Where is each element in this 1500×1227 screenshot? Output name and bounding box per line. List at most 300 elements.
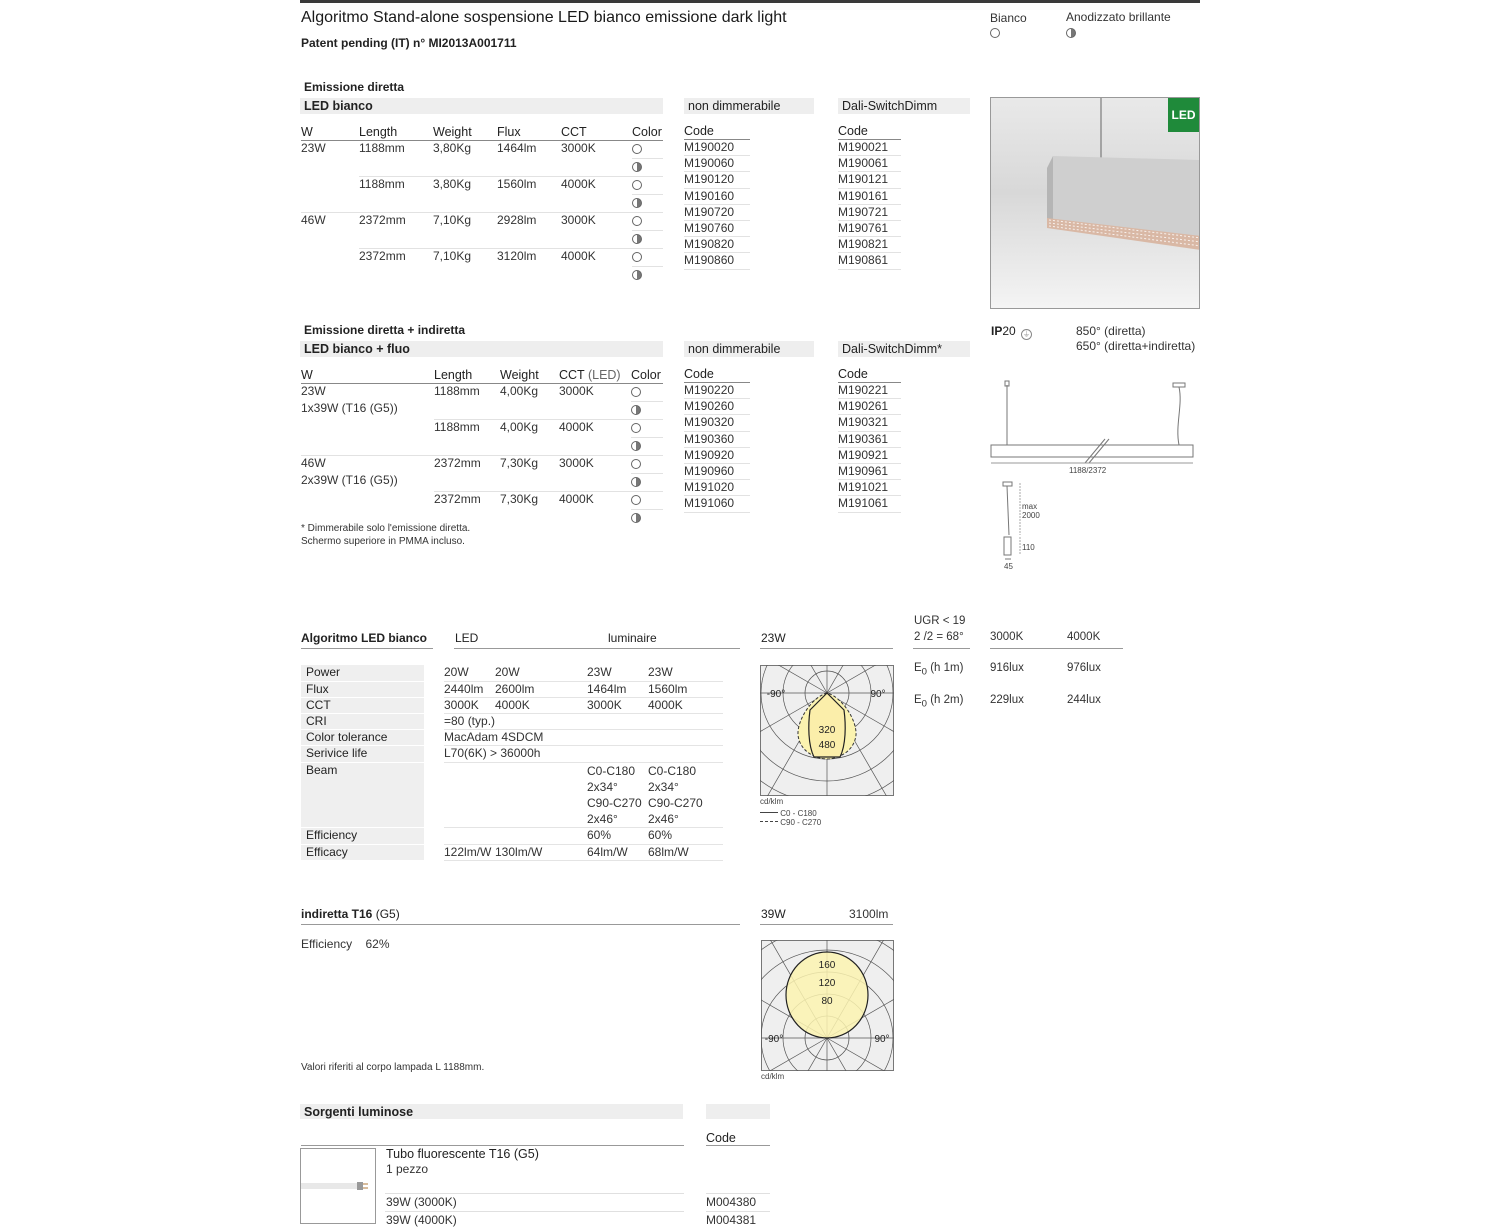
source-item-title: Tubo fluorescente T16 (G5) xyxy=(386,1147,539,1161)
anodized-swatch-icon xyxy=(632,234,642,244)
ring-label-320: 320 xyxy=(818,725,836,736)
row-value: 23W xyxy=(587,665,648,681)
cell-flux xyxy=(497,266,561,284)
row-value: 20W xyxy=(434,665,495,681)
row-label: Serivice life xyxy=(301,746,434,762)
row-value: 68lm/W xyxy=(648,844,723,860)
white-swatch-icon xyxy=(632,252,642,262)
table-row xyxy=(301,473,663,491)
group-led-bianco: LED bianco xyxy=(300,98,663,114)
col-cct xyxy=(559,367,631,383)
anodized-swatch-icon xyxy=(632,198,642,208)
performance-row xyxy=(301,714,723,730)
row-value: 3000K xyxy=(434,697,495,713)
divider xyxy=(760,648,893,649)
performance-row xyxy=(301,762,723,828)
cell-w xyxy=(301,158,359,176)
dim-45: 45 xyxy=(1004,562,1013,571)
table-row xyxy=(301,230,663,248)
angle-label-right: 90° xyxy=(874,1034,890,1045)
indirect-efficiency xyxy=(301,937,390,951)
lux-4000k: 244lux xyxy=(1067,694,1101,706)
indirect-t16-title-text: indiretta T16 xyxy=(301,907,373,921)
cell-cct xyxy=(559,473,631,491)
cell-weight xyxy=(433,158,497,176)
code-header: Code xyxy=(684,367,750,383)
ring-label-480: 480 xyxy=(818,740,836,751)
ring-label-120: 120 xyxy=(818,978,836,989)
cell-flux: 1560lm xyxy=(497,176,561,194)
product-code: M190760 xyxy=(684,221,750,237)
cell-color xyxy=(631,419,663,437)
e0-label: $E_0$ (h 2m) xyxy=(914,694,964,710)
glow-wire-ratings xyxy=(1076,324,1195,354)
cell-weight: 7,30Kg xyxy=(500,455,559,473)
product-code: M191061 xyxy=(838,496,901,512)
lamp-thumbnail xyxy=(300,1148,376,1224)
ugr-angle: 2 /2 = 68° xyxy=(914,631,964,643)
row-value: 2600lm xyxy=(495,681,587,697)
product-code: M190120 xyxy=(684,172,750,188)
cell-cct xyxy=(561,158,632,176)
product-code: M190821 xyxy=(838,237,901,253)
fluorescent-tube-icon xyxy=(301,1149,375,1223)
performance-row xyxy=(301,844,723,860)
row-label: Power xyxy=(301,665,434,681)
ip-rating xyxy=(991,324,1032,340)
col-length: Length xyxy=(434,367,500,383)
row-label: CCT xyxy=(301,697,434,713)
performance-row xyxy=(301,828,723,844)
indirect-t16-title xyxy=(301,907,400,921)
legend-c90: C90 - C270 xyxy=(780,818,822,827)
product-code: M190720 xyxy=(684,205,750,221)
code-header: Code xyxy=(684,124,750,140)
white-swatch-icon xyxy=(631,495,641,505)
product-code: M190361 xyxy=(838,432,901,448)
legend-solid-line xyxy=(760,812,778,813)
row-value: L70(6K) > 36000h xyxy=(434,746,723,762)
cell-color xyxy=(631,491,663,509)
finish-bianco-label: Bianco xyxy=(990,11,1027,25)
ground-symbol-icon: ⏚ xyxy=(1022,330,1031,339)
product-code: M190721 xyxy=(838,205,901,221)
divider xyxy=(706,1145,770,1146)
ip-number: 20 xyxy=(1002,324,1016,338)
anodized-swatch-icon xyxy=(631,513,641,523)
row-value xyxy=(495,828,587,844)
anodized-swatch-icon xyxy=(631,477,641,487)
cell-w xyxy=(301,266,359,284)
reference-note: Valori riferiti al corpo lampada L 1188mm. xyxy=(301,1062,485,1073)
row-value: 64lm/W xyxy=(587,844,648,860)
anodized-swatch-icon xyxy=(631,405,641,415)
row-value: 60% xyxy=(587,828,648,844)
lux-3000k: 229lux xyxy=(990,694,1024,706)
table-row xyxy=(301,176,663,194)
cell-weight xyxy=(500,473,559,491)
performance-title: Algoritmo LED bianco xyxy=(301,631,427,645)
product-code: M190021 xyxy=(838,140,901,156)
product-code: M190220 xyxy=(684,383,750,399)
product-code: M190961 xyxy=(838,464,901,480)
dali-band: Dali-SwitchDimm xyxy=(838,98,970,114)
anodized-swatch-icon xyxy=(632,162,642,172)
cell-length xyxy=(434,437,500,455)
row-value: 130lm/W xyxy=(495,844,587,860)
lux-3000k: 916lux xyxy=(990,662,1024,674)
ugr-block xyxy=(914,613,965,645)
cell-length: 2372mm xyxy=(434,491,500,509)
cell-w xyxy=(301,176,359,194)
cell-color xyxy=(631,455,663,473)
patent-subtitle: Patent pending (IT) n° MI2013A001711 xyxy=(301,36,517,50)
cell-length: 1188mm xyxy=(434,383,480,398)
non-dimmable-band: non dimmerabile xyxy=(684,341,814,357)
efficiency-label: Efficiency xyxy=(301,937,353,951)
divider xyxy=(913,648,970,649)
cell-cct xyxy=(559,401,631,419)
cell-cct: 4000K xyxy=(559,419,631,437)
col-cct-label: CCT xyxy=(559,367,585,382)
white-swatch-icon xyxy=(632,144,642,154)
cell-cct xyxy=(561,230,632,248)
white-swatch-icon xyxy=(631,423,641,433)
cell-weight xyxy=(500,509,559,527)
product-code: M191020 xyxy=(684,480,750,496)
footnote-pmma: Schermo superiore in PMMA incluso. xyxy=(301,536,465,547)
row-label: Flux xyxy=(301,681,434,697)
page-title: Algoritmo Stand-alone sospensione LED bianco emissione dark light xyxy=(301,9,787,26)
dim-110: 110 xyxy=(1022,543,1035,552)
performance-row xyxy=(301,697,723,713)
ugr-value: UGR < 19 xyxy=(914,615,966,627)
source-code-3000k: M004380 xyxy=(706,1195,757,1209)
divider xyxy=(301,1145,684,1146)
cell-length: 2372mm xyxy=(359,212,433,230)
row-value: 1464lm xyxy=(587,681,648,697)
row-value: 122lm/W xyxy=(434,844,495,860)
glow-wire-indirect: 650° (diretta+indiretta) xyxy=(1076,339,1196,353)
cell-color xyxy=(632,140,663,158)
source-code-4000k: M004381 xyxy=(706,1213,757,1227)
cell-flux xyxy=(497,158,561,176)
col-cct: CCT xyxy=(561,124,632,140)
divider xyxy=(990,648,1123,649)
sources-code-band xyxy=(706,1104,770,1119)
polar-diagram-23w xyxy=(760,665,894,796)
cell-length: 2372mm xyxy=(359,248,433,266)
cell-color xyxy=(632,158,663,176)
table-row xyxy=(301,383,663,401)
illuminance-row xyxy=(914,694,1101,726)
row-value: 4000K xyxy=(648,697,723,713)
white-swatch-icon xyxy=(631,387,641,397)
direct-spec-table xyxy=(301,124,663,284)
product-code: M190860 xyxy=(684,253,750,269)
cell-cct xyxy=(561,266,632,284)
table-row xyxy=(301,140,663,158)
cell-length xyxy=(434,401,500,419)
illuminance-rows xyxy=(914,662,1101,726)
row-value: MacAdam 4SDCM xyxy=(434,730,723,746)
anodized-swatch-icon xyxy=(631,441,641,451)
cell-flux xyxy=(497,194,561,212)
cell-cct xyxy=(559,509,631,527)
cell-weight: 3,80Kg xyxy=(433,140,472,155)
row-value: 23W xyxy=(648,665,723,681)
col-weight: Weight xyxy=(500,367,559,383)
polar-legend xyxy=(760,809,821,827)
cell-w xyxy=(301,230,359,248)
direct-code-column xyxy=(684,124,750,270)
cell-w: 46W xyxy=(301,212,359,230)
cell-color xyxy=(631,509,663,527)
performance-row xyxy=(301,681,723,697)
cell-cct: 3000K xyxy=(561,140,596,155)
cell-cct: 4000K xyxy=(561,248,632,266)
cell-w: 46W xyxy=(301,455,434,473)
footnotes xyxy=(301,522,470,548)
non-dimmable-band: non dimmerabile xyxy=(684,98,814,114)
source-variant-4000k: 39W (4000K) xyxy=(386,1213,457,1227)
divider xyxy=(760,924,893,925)
footnote-dimmable: * Dimmerabile solo l'emissione diretta. xyxy=(301,523,471,534)
row-value: 3000K xyxy=(587,697,648,713)
polar-diagram-t16 xyxy=(761,940,894,1071)
cell-w xyxy=(301,491,434,509)
dim-2000: 2000 xyxy=(1022,511,1040,520)
cell-cct: 3000K xyxy=(561,212,632,230)
row-value: =80 (typ.) xyxy=(434,714,723,730)
cell-weight xyxy=(500,401,559,419)
divider xyxy=(301,924,740,925)
divider xyxy=(706,1193,770,1194)
led-badge: LED xyxy=(1168,98,1199,132)
cell-color xyxy=(631,473,663,491)
table-row xyxy=(301,194,663,212)
cell-weight: 4,00Kg xyxy=(500,419,559,437)
cell-w: 1x39W (T16 (G5)) xyxy=(301,401,398,415)
anodized-swatch-icon xyxy=(1066,28,1076,38)
white-swatch-icon xyxy=(631,459,641,469)
cell-weight xyxy=(500,437,559,455)
product-code: M190261 xyxy=(838,399,901,415)
dimension-drawing xyxy=(985,375,1205,575)
row-value: 2440lm xyxy=(434,681,495,697)
col-color: Color xyxy=(631,367,663,383)
dali-band: Dali-SwitchDimm* xyxy=(838,341,970,357)
cell-color xyxy=(632,266,663,284)
cell-flux: 2928lm xyxy=(497,212,561,230)
product-code: M190861 xyxy=(838,253,901,269)
cell-cct: 3000K xyxy=(559,455,631,473)
cell-w xyxy=(301,194,359,212)
product-code: M190960 xyxy=(684,464,750,480)
product-code: M190321 xyxy=(838,415,901,431)
row-label: Efficiency xyxy=(301,828,434,844)
sources-code-header: Code xyxy=(706,1131,736,1145)
cell-length xyxy=(359,194,433,212)
efficiency-value: 62% xyxy=(365,937,390,951)
glow-wire-direct: 850° (diretta) xyxy=(1076,324,1146,338)
ring-label-160: 160 xyxy=(818,960,836,971)
product-photo xyxy=(990,97,1200,309)
product-code: M190320 xyxy=(684,415,750,431)
col-color: Color xyxy=(632,124,662,139)
product-code: M190020 xyxy=(684,140,750,156)
cell-flux: 1464lm xyxy=(497,140,537,155)
anodized-swatch-icon xyxy=(632,270,642,280)
product-code: M190061 xyxy=(838,156,901,172)
dim-length: 1188/2372 xyxy=(1069,466,1107,475)
row-value: 20W xyxy=(495,665,587,681)
cell-weight: 7,30Kg xyxy=(500,491,559,509)
cell-flux xyxy=(497,230,561,248)
row-value xyxy=(434,762,495,828)
cell-color xyxy=(632,248,663,266)
col-flux: Flux xyxy=(497,124,561,140)
cell-length xyxy=(434,473,500,491)
table-row xyxy=(301,455,663,473)
lamp-power: 39W xyxy=(761,907,786,921)
col-w: W xyxy=(301,367,434,383)
col-cct-suffix: (LED) xyxy=(587,367,621,382)
row-value: C0-C180 2x34° C90-C270 2x46° xyxy=(648,762,723,828)
col-w: W xyxy=(301,124,359,140)
table-row xyxy=(301,212,663,230)
product-code: M190161 xyxy=(838,189,901,205)
row-value: 60% xyxy=(648,828,723,844)
code-header: Code xyxy=(838,124,901,140)
row-value: C0-C180 2x34° C90-C270 2x46° xyxy=(587,762,648,828)
product-code: M190260 xyxy=(684,399,750,415)
cell-color xyxy=(632,212,663,230)
cell-weight xyxy=(433,266,497,284)
product-code: M190060 xyxy=(684,156,750,172)
table-row xyxy=(301,491,663,509)
row-label: Beam xyxy=(301,762,434,828)
lamp-flux: 3100lm xyxy=(849,907,889,921)
performance-row xyxy=(301,730,723,746)
cell-w xyxy=(301,419,434,437)
cell-w: 23W xyxy=(301,140,326,155)
cell-color xyxy=(631,383,663,401)
finish-anodizzato-label: Anodizzato brillante xyxy=(1066,10,1171,24)
photometry-23w-title: 23W xyxy=(761,631,786,645)
indirect-code-column xyxy=(684,367,750,513)
row-value: 1560lm xyxy=(648,681,723,697)
cell-w: 2x39W (T16 (G5)) xyxy=(301,473,398,487)
cell-weight: 7,10Kg xyxy=(433,212,497,230)
group-led-fluo: LED bianco + fluo xyxy=(300,341,663,357)
row-label: CRI xyxy=(301,714,434,730)
section-title-indirect: Emissione diretta + indiretta xyxy=(304,323,466,337)
cell-color xyxy=(632,230,663,248)
cell-length: 2372mm xyxy=(434,455,500,473)
col-4000k: 4000K xyxy=(1067,631,1101,643)
direct-dali-code-column xyxy=(838,124,901,270)
product-code: M190921 xyxy=(838,448,901,464)
section-title-direct: Emissione diretta xyxy=(304,80,405,94)
performance-row xyxy=(301,665,723,681)
angle-label-left: -90° xyxy=(764,1034,784,1045)
sources-title: Sorgenti luminose xyxy=(300,1104,683,1119)
table-row xyxy=(301,266,663,284)
product-code: M190360 xyxy=(684,432,750,448)
cell-length: 1188mm xyxy=(359,176,433,194)
cell-weight: 3,80Kg xyxy=(433,176,497,194)
white-swatch-icon xyxy=(632,216,642,226)
product-code: M191021 xyxy=(838,480,901,496)
indirect-spec-table xyxy=(301,367,663,527)
cell-length: 1188mm xyxy=(359,140,405,155)
illuminance-row xyxy=(914,662,1101,694)
code-header: Code xyxy=(838,367,901,383)
product-code: M190820 xyxy=(684,237,750,253)
performance-row xyxy=(301,746,723,762)
cell-cct xyxy=(561,194,632,212)
product-code: M190221 xyxy=(838,383,901,399)
divider xyxy=(385,1211,684,1212)
table-row xyxy=(301,437,663,455)
cell-color xyxy=(631,401,663,419)
divider xyxy=(706,1211,770,1212)
col-3000k: 3000K xyxy=(990,631,1024,643)
top-rule xyxy=(300,0,1200,3)
cell-length xyxy=(359,230,433,248)
source-item-qty: 1 pezzo xyxy=(386,1162,429,1176)
table-row xyxy=(301,158,663,176)
cell-w xyxy=(301,437,434,455)
cell-weight xyxy=(433,230,497,248)
angle-label-left: -90° xyxy=(766,689,786,700)
e0-label: $E_0$ (h 1m) xyxy=(914,662,964,678)
cell-length xyxy=(359,266,433,284)
product-code: M191060 xyxy=(684,496,750,512)
row-label: Efficacy xyxy=(301,844,434,860)
product-code: M190160 xyxy=(684,189,750,205)
divider xyxy=(454,648,740,649)
cell-w xyxy=(301,248,359,266)
white-swatch-icon xyxy=(990,28,1000,38)
source-variant-3000k: 39W (3000K) xyxy=(386,1195,457,1209)
cell-length xyxy=(359,158,433,176)
cell-w: 23W xyxy=(301,383,326,398)
row-label: Color tolerance xyxy=(301,730,434,746)
ip-label: IP xyxy=(991,324,1003,338)
luminaire-header: luminaire xyxy=(608,631,657,645)
cell-weight xyxy=(433,194,497,212)
lux-4000k: 976lux xyxy=(1067,662,1101,674)
product-code: M190761 xyxy=(838,221,901,237)
cell-color xyxy=(631,437,663,455)
product-code: M190121 xyxy=(838,172,901,188)
cell-color xyxy=(632,194,663,212)
product-code: M190920 xyxy=(684,448,750,464)
row-value xyxy=(434,828,495,844)
cell-cct xyxy=(559,437,631,455)
cell-weight: 7,10Kg xyxy=(433,248,497,266)
angle-label-right: 90° xyxy=(870,689,886,700)
indirect-t16-suffix: (G5) xyxy=(375,907,400,921)
cell-flux: 3120lm xyxy=(497,248,561,266)
cell-cct: 3000K xyxy=(559,383,594,398)
dim-max: max xyxy=(1022,502,1038,511)
divider xyxy=(385,1193,684,1194)
white-swatch-icon xyxy=(632,180,642,190)
legend-c0: C0 - C180 xyxy=(780,809,817,818)
